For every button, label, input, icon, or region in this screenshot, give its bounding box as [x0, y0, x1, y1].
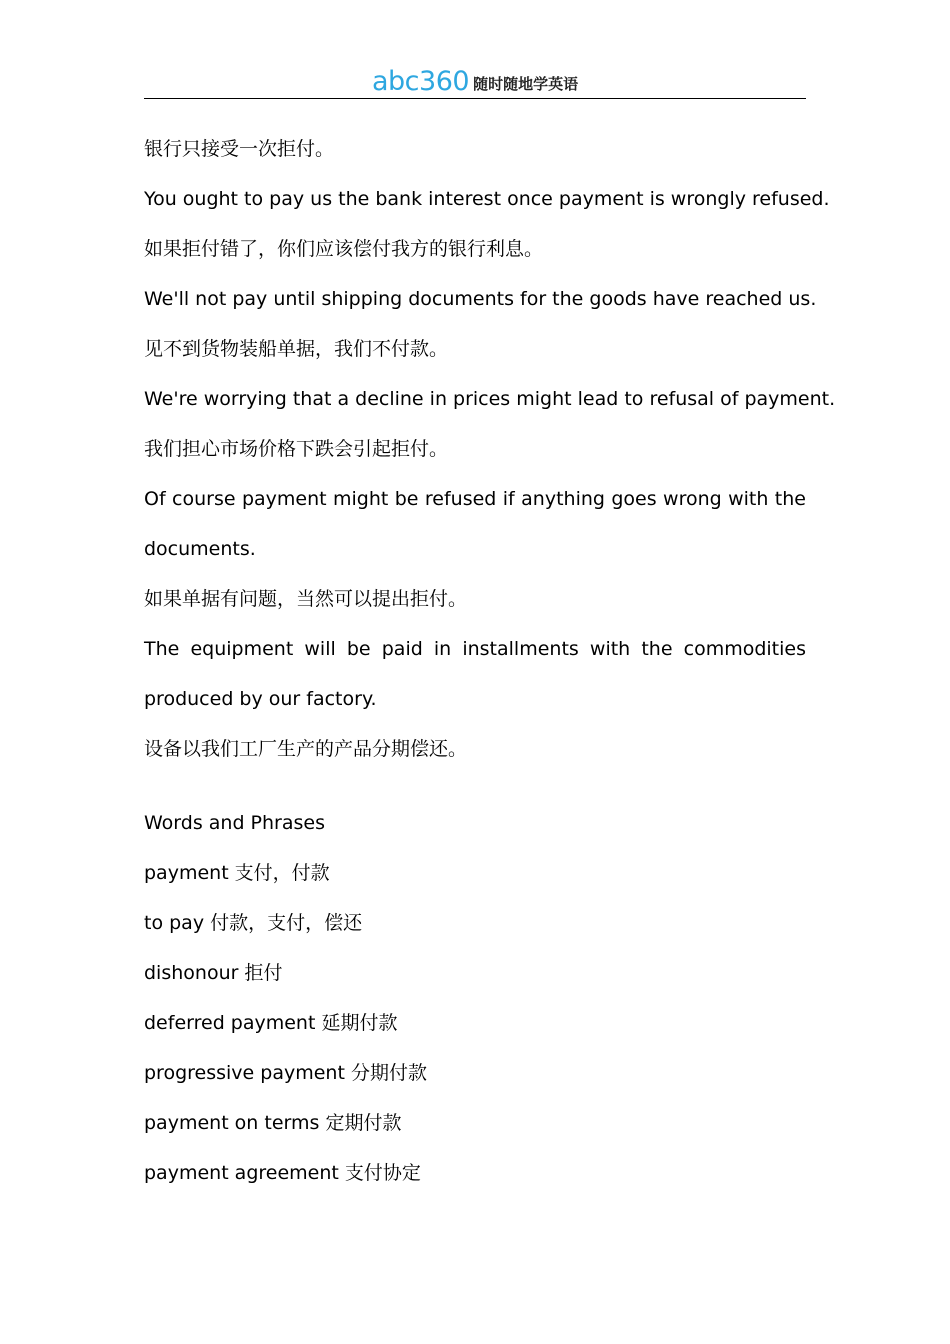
- text-line: 如果拒付错了，你们应该偿付我方的银行利息。: [144, 238, 544, 260]
- logo-tagline: 随时随地学英语: [473, 75, 579, 93]
- vocab-item: payment 支付，付款: [144, 862, 330, 884]
- text-line: 设备以我们工厂生产的产品分期偿还。: [144, 738, 468, 760]
- text-line: We're worrying that a decline in prices might lead to refusal of payment.: [144, 388, 836, 410]
- section-gap: [144, 774, 806, 798]
- text-line: 见不到货物装船单据，我们不付款。: [144, 338, 449, 360]
- text-line: 如果单据有问题，当然可以提出拒付。: [144, 588, 468, 610]
- vocab-item: payment agreement 支付协定: [144, 1162, 421, 1184]
- text-line: You ought to pay us the bank interest once payment is wrongly refused.: [144, 188, 830, 210]
- vocab-item: to pay 付款，支付，偿还: [144, 912, 363, 934]
- document-body: [144, 124, 836, 1198]
- vocab-item: progressive payment 分期付款: [144, 1062, 427, 1084]
- vocab-item: dishonour 拒付: [144, 962, 283, 984]
- text-line: produced by our factory.: [144, 688, 377, 710]
- header-divider: [144, 98, 806, 99]
- vocab-heading: Words and Phrases: [144, 812, 326, 834]
- text-line: 我们担心市场价格下跌会引起拒付。: [144, 438, 449, 460]
- brand-logo: [372, 66, 578, 96]
- text-line: documents.: [144, 538, 256, 560]
- vocab-item: payment on terms 定期付款: [144, 1112, 402, 1134]
- vocab-item: deferred payment 延期付款: [144, 1012, 398, 1034]
- logo-wordmark: abc360: [372, 66, 470, 97]
- text-line: The equipment will be paid in installments with the commodities: [144, 638, 806, 660]
- page-header: [144, 64, 806, 100]
- text-line: Of course payment might be refused if anything goes wrong with the: [144, 488, 806, 510]
- text-line: 银行只接受一次拒付。: [144, 138, 335, 160]
- text-line: We'll not pay until shipping documents for the goods have reached us.: [144, 288, 817, 310]
